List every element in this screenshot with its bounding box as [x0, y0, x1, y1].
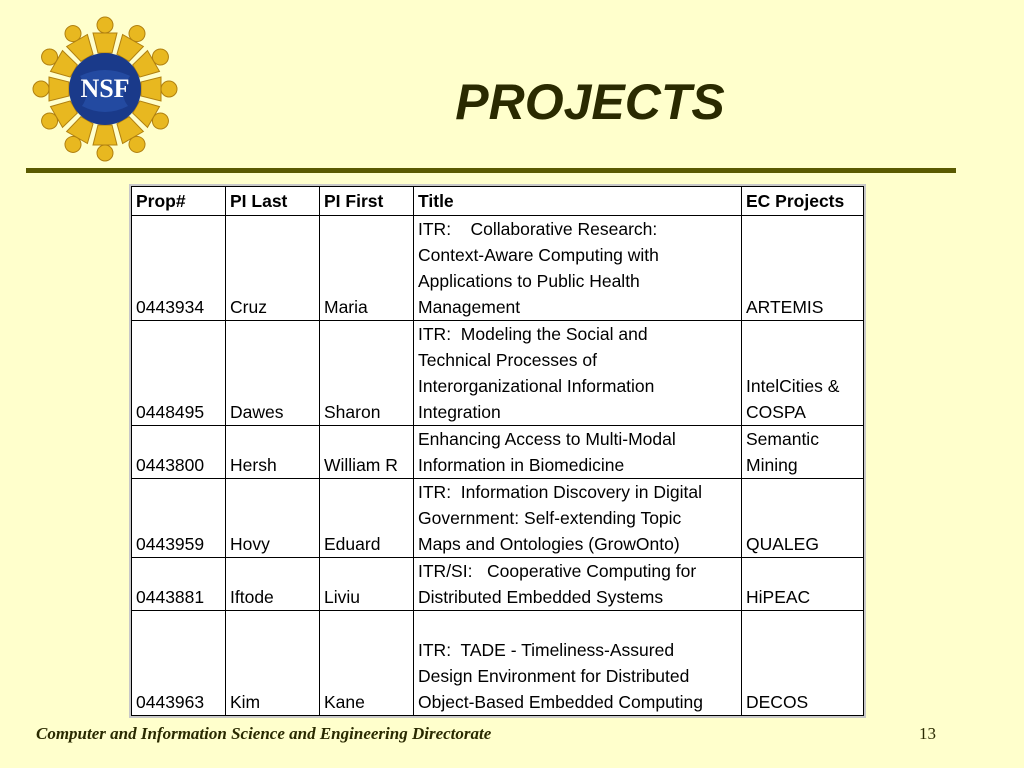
cell-prop: 0448495: [132, 321, 226, 426]
text-line: Information in Biomedicine: [418, 455, 625, 475]
header-title: Title: [414, 187, 742, 216]
text-line: [418, 611, 737, 637]
text-line: Object-Based Embedded Computing: [418, 692, 704, 712]
text-line: Context-Aware Computing with: [418, 245, 659, 265]
text-line: ITR/SI: Cooperative Computing for: [418, 561, 697, 581]
nsf-logo: [30, 14, 180, 164]
header-ec-projects: EC Projects: [742, 187, 864, 216]
cell-pi-last: Dawes: [226, 321, 320, 426]
cell-title: [414, 479, 742, 558]
text-line: IntelCities &: [746, 376, 840, 396]
text-line: Distributed Embedded Systems: [418, 587, 664, 607]
text-line: ARTEMIS: [746, 297, 824, 317]
cell-pi-first: Sharon: [320, 321, 414, 426]
cell-pi-last: Iftode: [226, 558, 320, 611]
text-line: Semantic: [746, 429, 819, 449]
cell-title: [414, 216, 742, 321]
header-prop: Prop#: [132, 187, 226, 216]
text-line: Government: Self-extending Topic: [418, 508, 682, 528]
text-line: DECOS: [746, 692, 809, 712]
cell-pi-last: Kim: [226, 611, 320, 716]
cell-pi-last: Hersh: [226, 426, 320, 479]
cell-prop: 0443963: [132, 611, 226, 716]
text-line: Management: [418, 297, 521, 317]
text-line: ITR: Collaborative Research:: [418, 219, 658, 239]
text-line: COSPA: [746, 402, 806, 422]
table-row: [132, 216, 864, 321]
cell-ec-projects: [742, 216, 864, 321]
table-row: [132, 321, 864, 426]
cell-title: [414, 321, 742, 426]
cell-pi-last: Hovy: [226, 479, 320, 558]
cell-ec-projects: [742, 321, 864, 426]
table-row: [132, 611, 864, 716]
cell-title: [414, 611, 742, 716]
cell-ec-projects: [742, 558, 864, 611]
text-line: QUALEG: [746, 534, 819, 554]
cell-ec-projects: [742, 426, 864, 479]
text-line: Design Environment for Distributed: [418, 666, 690, 686]
cell-title: [414, 426, 742, 479]
header-pi-first: PI First: [320, 187, 414, 216]
projects-table: [131, 186, 864, 716]
text-line: Integration: [418, 402, 501, 422]
cell-ec-projects: [742, 479, 864, 558]
cell-pi-first: Eduard: [320, 479, 414, 558]
text-line: Interorganizational Information: [418, 376, 655, 396]
cell-title: [414, 558, 742, 611]
text-line: Applications to Public Health: [418, 271, 640, 291]
header-pi-last: PI Last: [226, 187, 320, 216]
cell-ec-projects: [742, 611, 864, 716]
logo-text: NSF: [80, 74, 130, 103]
cell-pi-first: William R: [320, 426, 414, 479]
cell-pi-first: Maria: [320, 216, 414, 321]
table-header-row: [132, 187, 864, 216]
text-line: Mining: [746, 455, 798, 475]
cell-prop: 0443934: [132, 216, 226, 321]
cell-prop: 0443881: [132, 558, 226, 611]
table-row: [132, 479, 864, 558]
cell-prop: 0443800: [132, 426, 226, 479]
title-divider: [26, 168, 956, 173]
cell-pi-last: Cruz: [226, 216, 320, 321]
page-number: 13: [919, 724, 936, 743]
footer-directorate: Computer and Information Science and Engineering Directorate: [36, 724, 492, 743]
table-row: [132, 558, 864, 611]
text-line: Technical Processes of: [418, 350, 597, 370]
cell-prop: 0443959: [132, 479, 226, 558]
cell-pi-first: Liviu: [320, 558, 414, 611]
cell-pi-first: Kane: [320, 611, 414, 716]
text-line: ITR: Information Discovery in Digital: [418, 482, 702, 502]
text-line: HiPEAC: [746, 587, 811, 607]
page-title: PROJECTS: [455, 74, 725, 130]
text-line: ITR: Modeling the Social and: [418, 324, 648, 344]
text-line: Maps and Ontologies (GrowOnto): [418, 534, 680, 554]
text-line: ITR: TADE - Timeliness-Assured: [418, 640, 675, 660]
table-row: [132, 426, 864, 479]
text-line: Enhancing Access to Multi-Modal: [418, 429, 676, 449]
